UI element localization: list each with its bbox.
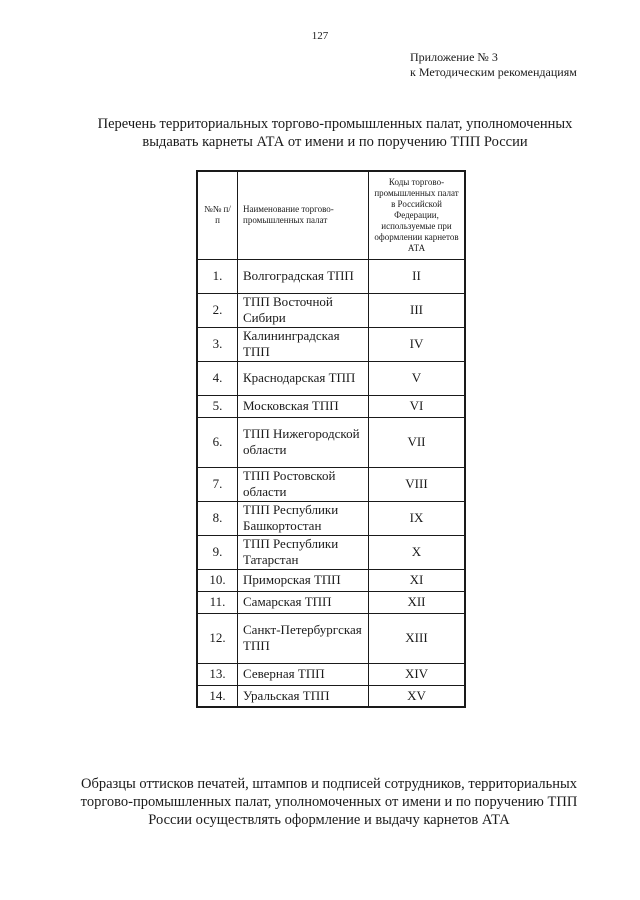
table-row — [197, 395, 465, 417]
row-number: 2. — [197, 293, 238, 327]
row-name: ТПП Восточной Сибири — [238, 293, 369, 327]
table-row — [197, 293, 465, 327]
document-title — [55, 115, 615, 151]
row-code: XII — [369, 591, 466, 613]
table-row — [197, 259, 465, 293]
row-name: Волгоградская ТПП — [238, 259, 369, 293]
appendix-note — [410, 50, 638, 80]
row-code: II — [369, 259, 466, 293]
table-header-row — [197, 171, 465, 259]
row-code: VI — [369, 395, 466, 417]
chambers-table — [196, 170, 466, 708]
row-number: 1. — [197, 259, 238, 293]
table-row — [197, 569, 465, 591]
appendix-line-1: Приложение № 3 — [410, 50, 498, 64]
table-row — [197, 535, 465, 569]
row-name: Уральская ТПП — [238, 685, 369, 707]
row-name: Приморская ТПП — [238, 569, 369, 591]
table-row — [197, 501, 465, 535]
appendix-line-2: к Методическим рекомендациям — [410, 65, 577, 79]
row-number: 3. — [197, 327, 238, 361]
row-code: IX — [369, 501, 466, 535]
table-row — [197, 663, 465, 685]
row-name: Калининградская ТПП — [238, 327, 369, 361]
row-number: 4. — [197, 361, 238, 395]
row-number: 5. — [197, 395, 238, 417]
row-code: VIII — [369, 467, 466, 501]
row-number: 14. — [197, 685, 238, 707]
footer-line-3: России осуществлять оформление и выдачу карнетов АТА — [148, 812, 510, 828]
header-code: Коды торгово-промышленных палат в Российской Федерации, используемые при оформлении карнетов АТА — [369, 171, 466, 259]
row-code: III — [369, 293, 466, 327]
table-row — [197, 417, 465, 467]
header-number: №№ п/п — [197, 171, 238, 259]
row-code: V — [369, 361, 466, 395]
row-name: Северная ТПП — [238, 663, 369, 685]
row-name: Санкт-Петербургская ТПП — [238, 613, 369, 663]
footer-line-2: торгово-промышленных палат, уполномоченных от имени и по поручению ТПП — [80, 794, 578, 810]
row-code: XIII — [369, 613, 466, 663]
row-code: XIV — [369, 663, 466, 685]
table-row — [197, 361, 465, 395]
row-number: 12. — [197, 613, 238, 663]
row-number: 6. — [197, 417, 238, 467]
row-name: Московская ТПП — [238, 395, 369, 417]
row-code: IV — [369, 327, 466, 361]
chambers-table-container — [196, 170, 466, 708]
row-number: 10. — [197, 569, 238, 591]
page-number: 127 — [311, 30, 329, 42]
table-row — [197, 591, 465, 613]
row-code: VII — [369, 417, 466, 467]
row-name: ТПП Ростовской области — [238, 467, 369, 501]
row-number: 11. — [197, 591, 238, 613]
row-number: 9. — [197, 535, 238, 569]
header-name: Наименование торгово-промышленных палат — [238, 171, 369, 259]
stamps-samples-heading — [30, 775, 628, 829]
row-number: 7. — [197, 467, 238, 501]
table-row — [197, 327, 465, 361]
row-name: ТПП Республики Татарстан — [238, 535, 369, 569]
table-row — [197, 467, 465, 501]
title-line-2: выдавать карнеты АТА от имени и по поручению ТПП России — [142, 134, 528, 150]
row-number: 8. — [197, 501, 238, 535]
footer-line-1: Образцы оттисков печатей, штампов и подписей сотрудников, территориальных — [81, 776, 577, 792]
row-code: XI — [369, 569, 466, 591]
title-line-1: Перечень территориальных торгово-промышленных палат, уполномоченных — [97, 116, 573, 132]
row-name: Самарская ТПП — [238, 591, 369, 613]
row-name: ТПП Нижегородской области — [238, 417, 369, 467]
row-name: Краснодарская ТПП — [238, 361, 369, 395]
row-code: XV — [369, 685, 466, 707]
table-row — [197, 613, 465, 663]
row-name: ТПП Республики Башкортостан — [238, 501, 369, 535]
table-row — [197, 685, 465, 707]
row-code: X — [369, 535, 466, 569]
row-number: 13. — [197, 663, 238, 685]
